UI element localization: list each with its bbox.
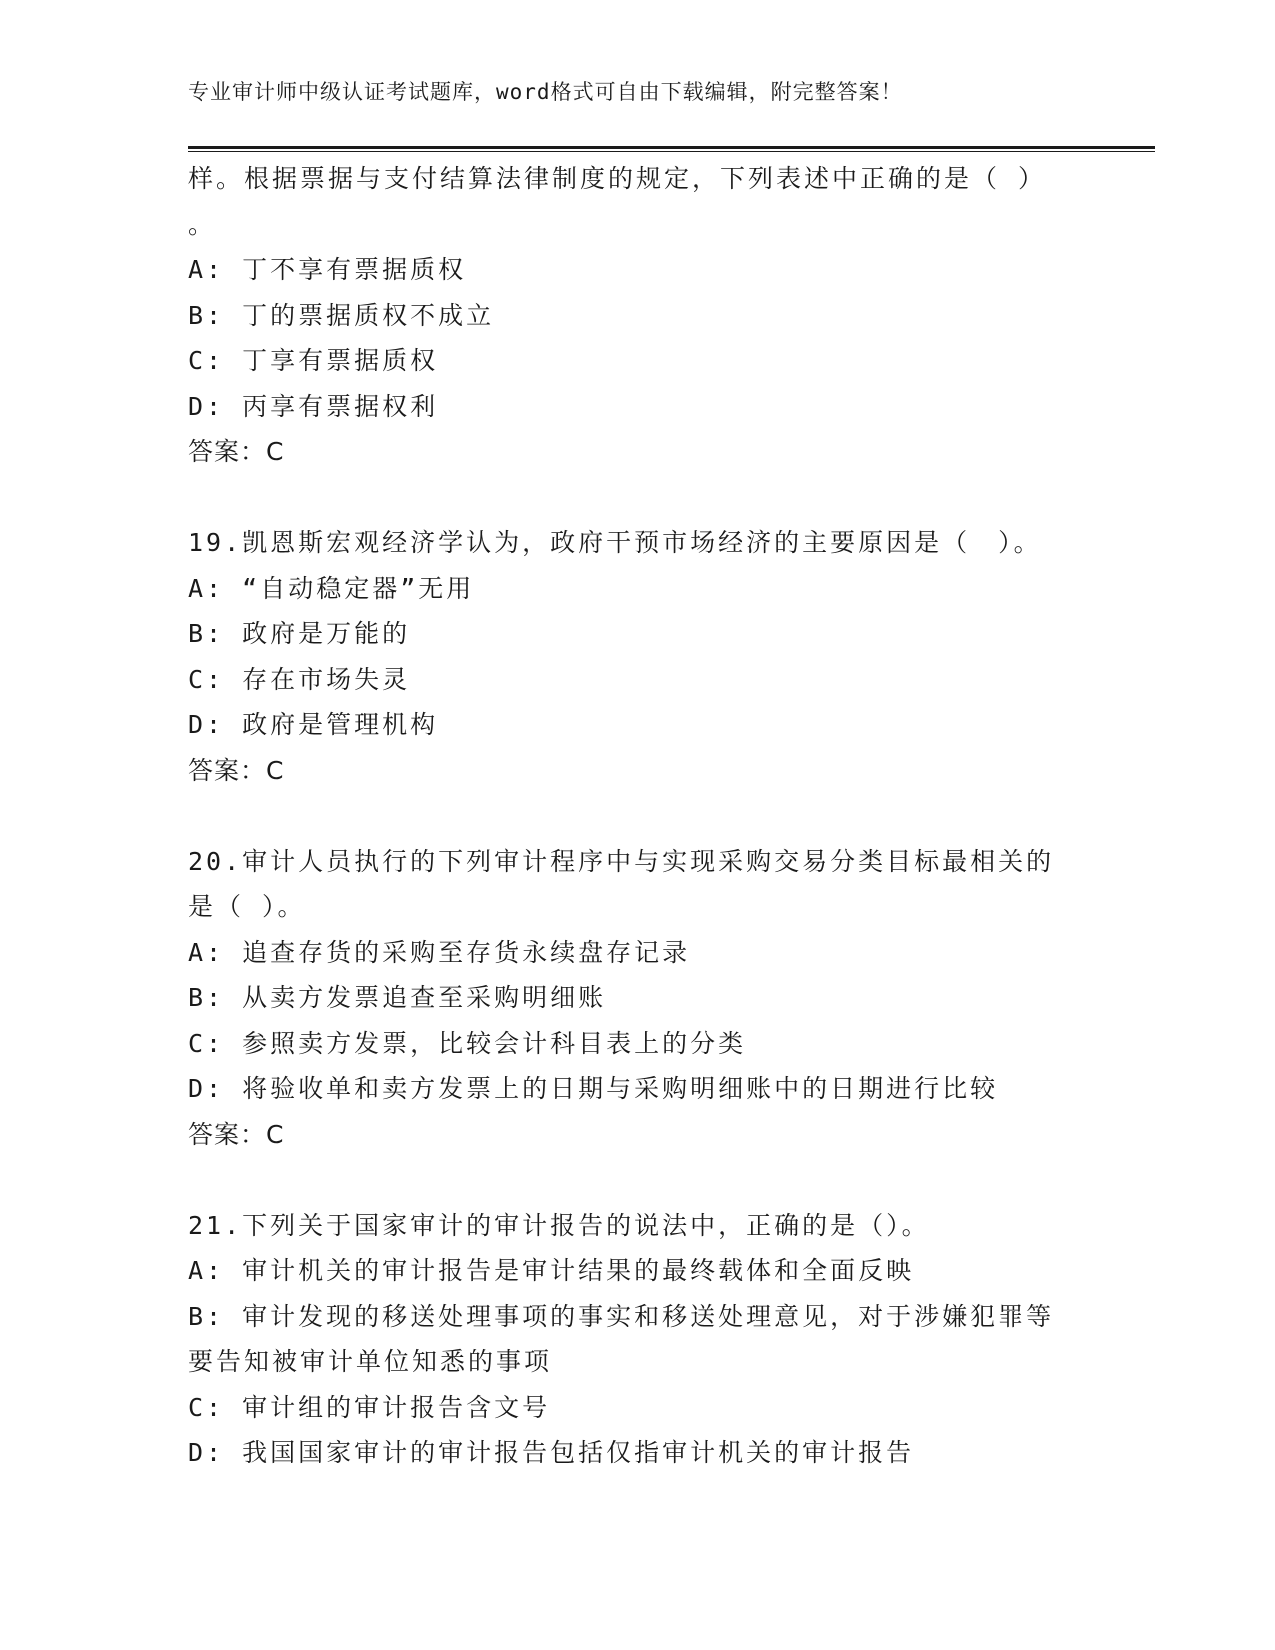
- option-d: D: 将验收单和卖方发票上的日期与采购明细账中的日期进行比较: [188, 1074, 999, 1103]
- option-c: C: 审计组的审计报告含文号: [188, 1392, 551, 1422]
- option-b: B: 政府是万能的: [188, 619, 411, 648]
- question-stem-line: 20.审计人员执行的下列审计程序中与实现采购交易分类目标最相关的: [188, 846, 1055, 876]
- answer-line: 答案：C: [188, 437, 285, 466]
- option-a: A: “自动稳定器”无用: [188, 573, 475, 603]
- question-18-continued: [188, 156, 1088, 475]
- option-d: D: 政府是管理机构: [188, 710, 439, 739]
- header-rule-thick: [188, 146, 1155, 149]
- question-19: [188, 520, 1088, 793]
- question-stem-line: 19.凯恩斯宏观经济学认为，政府干预市场经济的主要原因是（ ）。: [188, 528, 1042, 557]
- option-b: B: 审计发现的移送处理事项的事实和移送处理意见，对于涉嫌犯罪等: [188, 1301, 1055, 1331]
- spacer: [188, 475, 1088, 521]
- option-a: A: 审计机关的审计报告是审计结果的最终载体和全面反映: [188, 1256, 915, 1285]
- question-stem-line: 是（ ）。: [188, 892, 306, 921]
- page-header: 专业审计师中级认证考试题库，word格式可自由下载编辑，附完整答案！: [188, 80, 903, 104]
- option-d: D: 我国国家审计的审计报告包括仅指审计机关的审计报告: [188, 1438, 915, 1467]
- spacer: [188, 793, 1088, 839]
- spacer: [188, 1157, 1088, 1203]
- question-stem-line: 21.下列关于国家审计的审计报告的说法中，正确的是（）。: [188, 1210, 930, 1240]
- question-21: [188, 1203, 1088, 1476]
- option-c: C: 丁享有票据质权: [188, 346, 439, 375]
- option-b: B: 从卖方发票追查至采购明细账: [188, 983, 607, 1012]
- answer-line: 答案：C: [188, 755, 285, 785]
- document-body: [188, 156, 1088, 1476]
- option-a: A: 追查存货的采购至存货永续盘存记录: [188, 937, 691, 967]
- header-rule-thin: [188, 151, 1155, 152]
- question-stem-line: 。: [188, 209, 217, 239]
- option-b: B: 丁的票据质权不成立: [188, 300, 495, 330]
- answer-line: 答案：C: [188, 1119, 285, 1149]
- option-c: C: 参照卖方发票，比较会计科目表上的分类: [188, 1028, 747, 1058]
- option-a: A: 丁不享有票据质权: [188, 255, 467, 284]
- question-20: [188, 839, 1088, 1158]
- question-stem-line: 样。根据票据与支付结算法律制度的规定，下列表述中正确的是（ ）: [188, 164, 1047, 193]
- option-d: D: 丙享有票据权利: [188, 391, 439, 421]
- option-b-continued: 要告知被审计单位知悉的事项: [188, 1347, 553, 1376]
- option-c: C: 存在市场失灵: [188, 664, 411, 694]
